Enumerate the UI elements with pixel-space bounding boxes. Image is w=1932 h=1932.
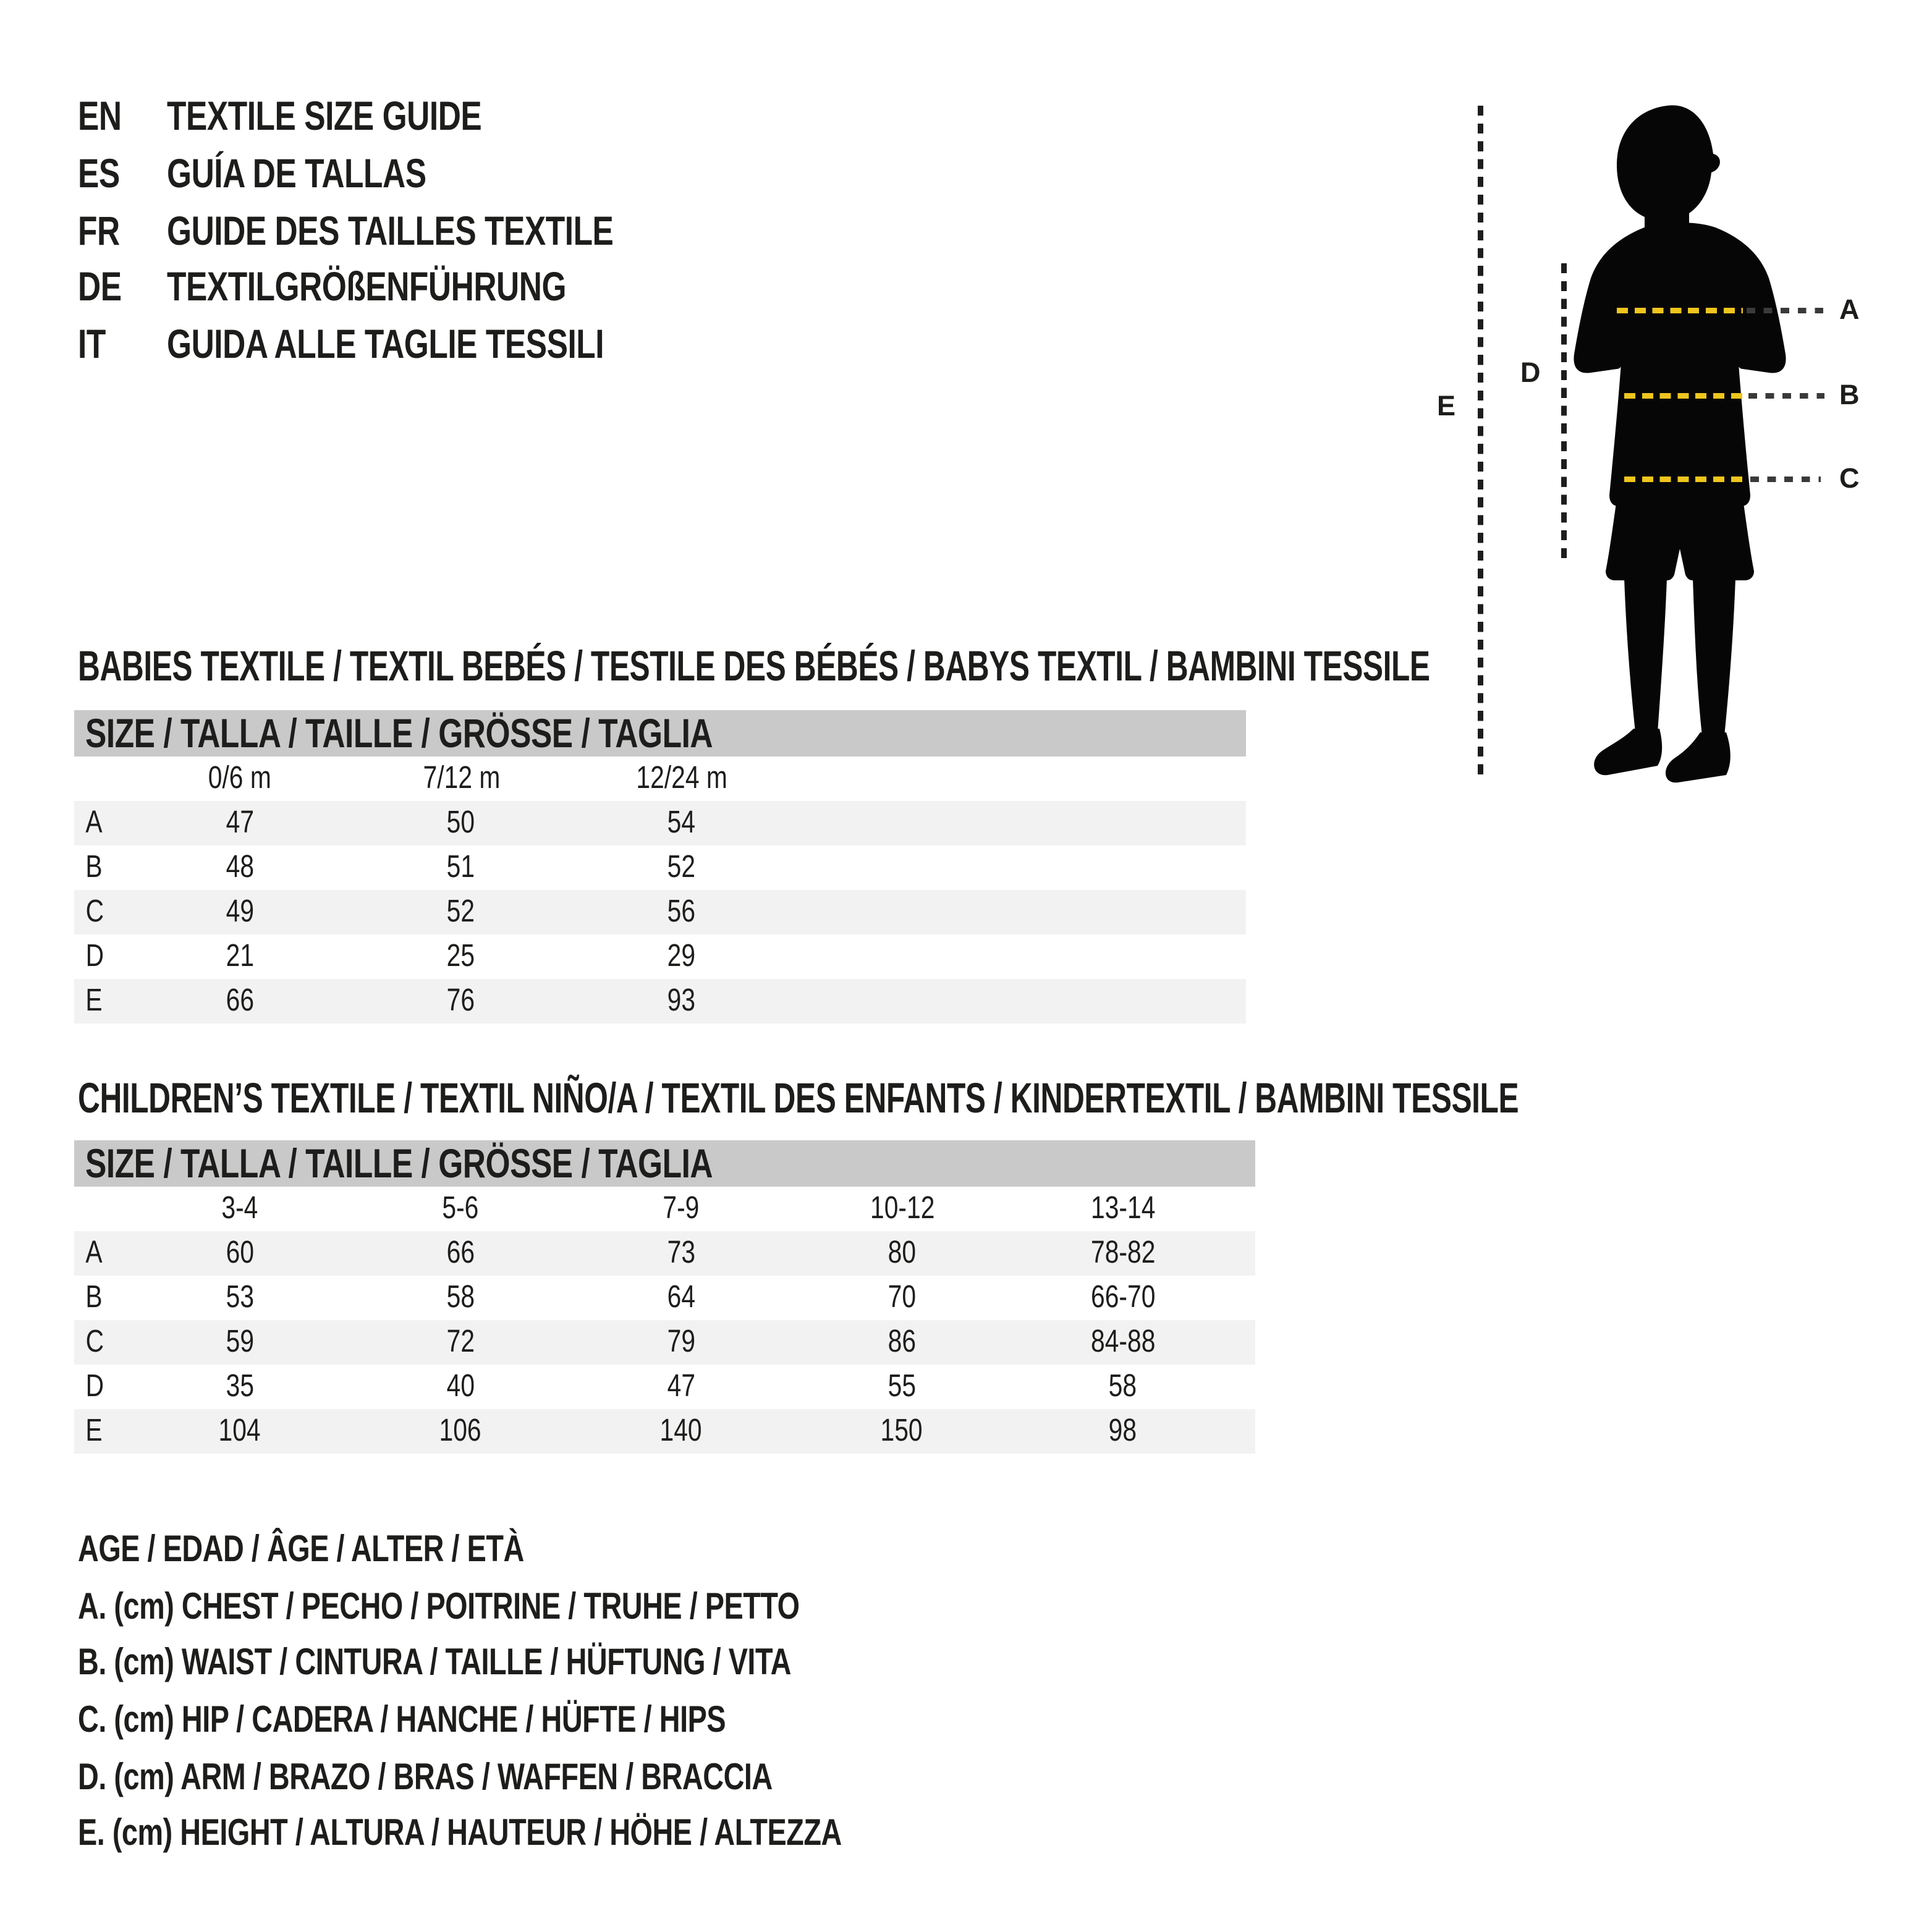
- column-header: 7-9: [663, 1190, 700, 1226]
- cell-value: 49: [226, 894, 255, 929]
- legend-line-age: AGE / EDAD / ÂGE / ALTER / ETÀ: [78, 1529, 524, 1570]
- cell-value: 21: [226, 938, 255, 973]
- silhouette-shirt: [1574, 222, 1786, 506]
- cell-value: 60: [226, 1235, 255, 1270]
- cell-value: 50: [446, 805, 475, 840]
- row-label: B: [85, 1279, 103, 1315]
- column-header: 10-12: [870, 1190, 934, 1226]
- table-row: [74, 1409, 1255, 1454]
- chest-measure-line-a: [1617, 308, 1743, 314]
- cell-value: 66-70: [1090, 1279, 1155, 1315]
- measurement-figure: [1428, 93, 1925, 812]
- cell-value: 79: [667, 1324, 696, 1359]
- cell-value: 104: [219, 1413, 261, 1448]
- silhouette-right-shoe: [1666, 732, 1731, 782]
- figure-label-chest: A: [1839, 295, 1860, 326]
- language-row-it: [78, 316, 1116, 373]
- babies-size-table: [74, 710, 1246, 1023]
- cell-value: 58: [1108, 1368, 1137, 1404]
- cell-value: 53: [226, 1279, 255, 1315]
- cell-value: 66: [226, 983, 255, 1018]
- babies-column-header-row: [74, 756, 1246, 801]
- cell-value: 70: [888, 1279, 917, 1315]
- cell-value: 80: [888, 1235, 917, 1270]
- cell-value: 48: [226, 849, 255, 884]
- arm-measure-line-d: [1561, 263, 1566, 562]
- cell-value: 52: [446, 894, 475, 929]
- table-row: [74, 1365, 1255, 1409]
- column-header: 3-4: [221, 1190, 258, 1226]
- cell-value: 93: [667, 983, 696, 1018]
- children-size-header-band: [74, 1140, 1255, 1187]
- language-row-es: [78, 146, 1116, 203]
- cell-value: 72: [446, 1324, 475, 1359]
- cell-value: 84-88: [1090, 1324, 1155, 1359]
- cell-value: 25: [446, 938, 475, 973]
- language-title: TEXTILE SIZE GUIDE: [167, 93, 482, 140]
- figure-label-waist: B: [1839, 380, 1860, 412]
- cell-value: 66: [446, 1235, 475, 1270]
- legend-line-waist: B. (cm) WAIST / CINTURA / TAILLE / HÜFTUNG / VITA: [78, 1643, 791, 1684]
- cell-value: 47: [226, 805, 255, 840]
- size-header-label: SIZE / TALLA / TAILLE / GRÖSSE / TAGLIA: [85, 1139, 713, 1186]
- row-label: E: [85, 1413, 103, 1448]
- cell-value: 55: [888, 1368, 917, 1404]
- cell-value: 54: [667, 805, 696, 840]
- chest-leader-line-a: [1747, 308, 1824, 314]
- table-row: [74, 934, 1246, 979]
- legend-line-height: E. (cm) HEIGHT / ALTURA / HAUTEUR / HÖHE / ALTEZZA: [78, 1813, 842, 1855]
- cell-value: 51: [446, 849, 475, 884]
- cell-value: 78-82: [1090, 1235, 1155, 1270]
- waist-measure-line-b: [1624, 393, 1745, 399]
- table-row: [74, 890, 1246, 934]
- silhouette-head: [1617, 105, 1720, 235]
- measurement-legend: [78, 1522, 1858, 1863]
- children-column-header-row: [74, 1187, 1255, 1231]
- column-header: 13-14: [1090, 1190, 1155, 1226]
- cell-value: 150: [881, 1413, 923, 1448]
- table-row: [74, 1276, 1255, 1320]
- language-title: TEXTILGRÖßENFÜHRUNG: [167, 264, 567, 311]
- language-code: DE: [78, 264, 122, 311]
- cell-value: 52: [667, 849, 696, 884]
- language-code: IT: [78, 321, 106, 368]
- column-header: 0/6 m: [208, 760, 272, 795]
- language-row-en: [78, 89, 1116, 146]
- cell-value: 29: [667, 938, 696, 973]
- silhouette-left-shoe: [1594, 729, 1662, 775]
- cell-value: 73: [667, 1235, 696, 1270]
- legend-line-hip: C. (cm) HIP / CADERA / HANCHE / HÜFTE / HIPS: [78, 1700, 726, 1741]
- row-label: D: [85, 1368, 104, 1404]
- cell-value: 47: [667, 1368, 696, 1404]
- table-row: [74, 1231, 1255, 1276]
- column-header: 7/12 m: [422, 760, 499, 795]
- column-header: 12/24 m: [635, 760, 727, 795]
- cell-value: 76: [446, 983, 475, 1018]
- row-label: B: [85, 849, 103, 884]
- cell-value: 106: [439, 1413, 482, 1448]
- language-code: ES: [78, 150, 120, 197]
- figure-label-hip: C: [1839, 464, 1860, 495]
- cell-value: 58: [446, 1279, 475, 1315]
- row-label: A: [85, 1235, 103, 1270]
- figure-label-arm: D: [1520, 358, 1541, 389]
- table-row: [74, 1320, 1255, 1365]
- row-label: D: [85, 938, 104, 973]
- language-title-list: [78, 89, 1116, 373]
- legend-line-arm: D. (cm) ARM / BRAZO / BRAS / WAFFEN / BRACCIA: [78, 1756, 773, 1798]
- cell-value: 40: [446, 1368, 475, 1404]
- children-size-table: [74, 1140, 1255, 1454]
- cell-value: 86: [888, 1324, 917, 1359]
- children-section-title: CHILDREN’S TEXTILE / TEXTIL NIÑO/A / TEXTIL DES ENFANTS / KINDERTEXTIL / BAMBINI TESSILE: [78, 1074, 1519, 1122]
- hip-leader-line-c: [1750, 477, 1821, 483]
- cell-value: 56: [667, 894, 696, 929]
- row-label: C: [85, 1324, 104, 1359]
- language-title: GUIDE DES TAILLES TEXTILE: [167, 207, 614, 254]
- legend-line-chest: A. (cm) CHEST / PECHO / POITRINE / TRUHE / PETTO: [78, 1586, 800, 1627]
- silhouette-shorts: [1606, 499, 1754, 580]
- figure-label-height: E: [1437, 391, 1456, 423]
- row-label: C: [85, 894, 104, 929]
- waist-leader-line-b: [1748, 393, 1824, 399]
- table-row: [74, 845, 1246, 890]
- size-header-label: SIZE / TALLA / TAILLE / GRÖSSE / TAGLIA: [85, 709, 713, 756]
- row-label: E: [85, 983, 103, 1018]
- row-label: A: [85, 805, 103, 840]
- language-code: EN: [78, 93, 122, 140]
- babies-section-title: BABIES TEXTILE / TEXTIL BEBÉS / TESTILE DES BÉBÉS / BABYS TEXTIL / BAMBINI TESSILE: [78, 642, 1430, 690]
- table-row: [74, 801, 1246, 845]
- cell-value: 98: [1108, 1413, 1137, 1448]
- language-title: GUÍA DE TALLAS: [167, 150, 426, 197]
- language-code: FR: [78, 207, 120, 254]
- cell-value: 140: [660, 1413, 703, 1448]
- language-row-de: [78, 260, 1116, 316]
- cell-value: 59: [226, 1324, 255, 1359]
- language-title: GUIDA ALLE TAGLIE TESSILI: [167, 321, 604, 368]
- cell-value: 35: [226, 1368, 255, 1404]
- table-row: [74, 979, 1246, 1023]
- babies-size-header-band: [74, 710, 1246, 756]
- hip-measure-line-c: [1624, 477, 1747, 483]
- language-row-fr: [78, 203, 1116, 260]
- cell-value: 64: [667, 1279, 696, 1315]
- column-header: 5-6: [442, 1190, 479, 1226]
